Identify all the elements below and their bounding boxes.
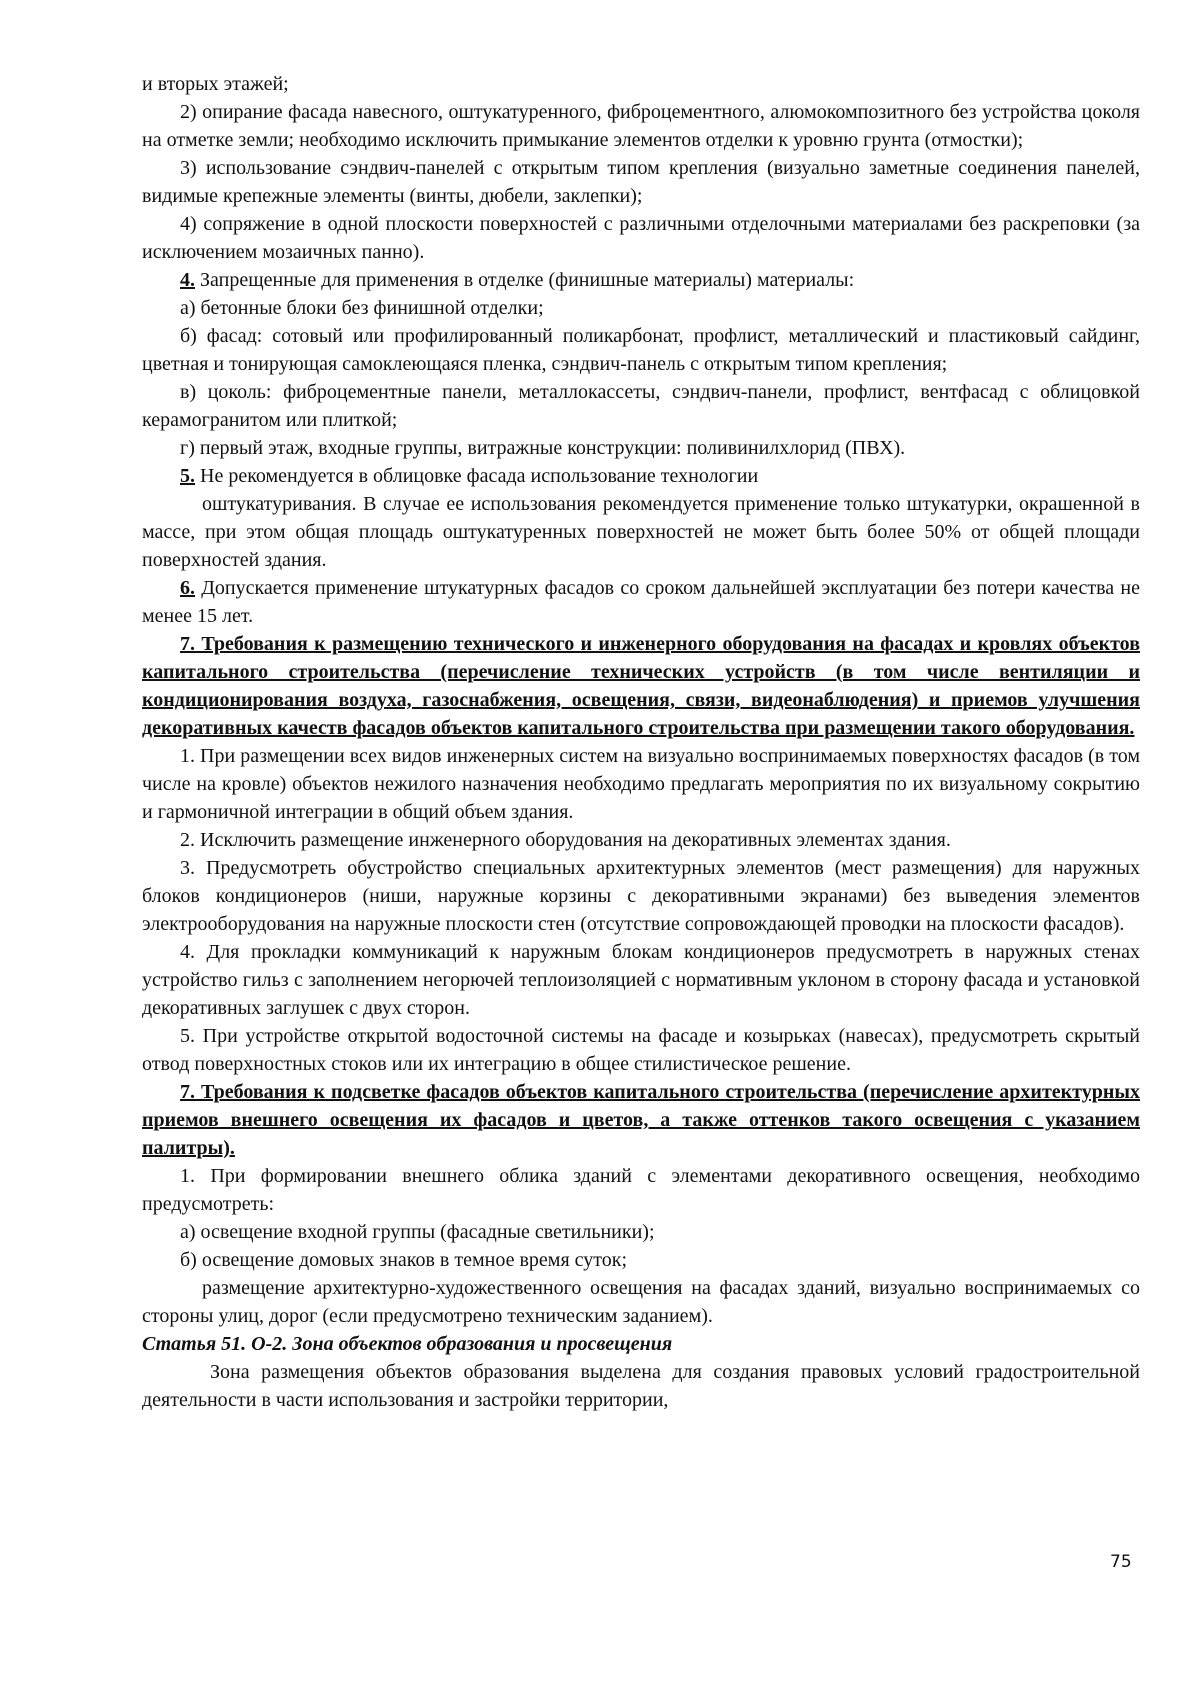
paragraph: 1. При формировании внешнего облика зданий с элементами декоративного освещения, необходимо предусмотреть: (142, 1165, 1140, 1215)
paragraph: Зона размещения объектов образования выделена для создания правовых условий градостроительной деятельности в части использования и застройки территории, (142, 1361, 1140, 1411)
paragraph: 2) опирание фасада навесного, оштукатуренного, фиброцементного, алюмокомпозитного без устройства цоколя на отметке земли; необходимо исключить примыкание элементов отделки к уровню грунта (отмостки); (142, 101, 1140, 151)
paragraph: 4) сопряжение в одной плоскости поверхностей с различными отделочными материалами без раскреповки (за исключением мозаичных панно). (142, 213, 1140, 263)
paragraph: г) первый этаж, входные группы, витражные конструкции: поливинилхлорид (ПВХ). (180, 437, 906, 459)
paragraph: 3) использование сэндвич-панелей с открытым типом крепления (визуально заметные соединения панелей, видимые крепежные элементы (винты, дюбели, заклепки); (142, 157, 1140, 207)
item-number: 4. (180, 269, 195, 291)
paragraph-text: Запрещенные для применения в отделке (финишные материалы) материалы: (195, 269, 855, 291)
article-title: Статья 51. О-2. Зона объектов образования и просвещения (142, 1333, 673, 1355)
paragraph: а) освещение входной группы (фасадные светильники); (180, 1221, 655, 1243)
paragraph: в) цоколь: фиброцементные панели, металлокассеты, сэндвич-панели, профлист, вентфасад с облицовкой керамогранитом или плиткой; (142, 381, 1140, 431)
paragraph: 1. При размещении всех видов инженерных систем на визуально воспринимаемых поверхностях фасадов (в том числе на кровле) объектов нежилого назначения необходимо предлагать мероприятия по их визуальному сокрытию и гармоничной интеграции в общий объем здания. (142, 745, 1140, 823)
paragraph: размещение архитектурно-художественного освещения на фасадах зданий, визуально воспринимаемых со стороны улиц, дорог (если предусмотрено техническим заданием). (142, 1277, 1140, 1327)
page-number: 75 (1110, 1552, 1132, 1572)
paragraph: б) фасад: сотовый или профилированный поликарбонат, профлист, металлический и пластиковый сайдинг, цветная и тонирующая самоклеющаяся пленка, сэндвич-панель с открытым типом крепления; (142, 325, 1140, 375)
paragraph: б) освещение домовых знаков в темное время суток; (180, 1249, 628, 1271)
paragraph (142, 462, 1140, 490)
paragraph-text: Не рекомендуется в облицовке фасада использование технологии (195, 465, 759, 487)
paragraph (142, 574, 1140, 630)
paragraph: и вторых этажей; (142, 73, 289, 95)
paragraph: оштукатуривания. В случае ее использования рекомендуется применение только штукатурки, окрашенной в массе, при этом общая площадь оштукатуренных поверхностей не может быть более 50% от общей площади поверхностей здания. (142, 493, 1140, 571)
paragraph: 3. Предусмотреть обустройство специальных архитектурных элементов (мест размещения) для наружных блоков кондиционеров (ниши, наружные корзины с декоративными экранами) без выведения элементов электрооборудования на наружные плоскости стен (отсутствие сопровождающей проводки на плоскости фасадов). (142, 857, 1140, 935)
section-heading: 7. Требования к подсветке фасадов объектов капитального строительства (перечисление архитектурных приемов внешнего освещения их фасадов и цветов, а также оттенков такого освещения с указанием палитры). (142, 1081, 1140, 1159)
item-number: 5. (180, 465, 195, 487)
paragraph: 5. При устройстве открытой водосточной системы на фасаде и козырьках (навесах), предусмотреть скрытый отвод поверхностных стоков или их интеграцию в общее стилистическое решение. (142, 1025, 1140, 1075)
paragraph: 2. Исключить размещение инженерного оборудования на декоративных элементах здания. (180, 829, 951, 851)
paragraph (142, 266, 1140, 294)
paragraph: 4. Для прокладки коммуникаций к наружным блокам кондиционеров предусмотреть в наружных стенах устройство гильз с заполнением негорючей теплоизоляцией с нормативным уклоном в сторону фасада и установкой декоративных заглушек с двух сторон. (142, 941, 1140, 1019)
item-number: 6. (180, 577, 195, 599)
section-heading: 7. Требования к размещению технического и инженерного оборудования на фасадах и кровлях объектов капитального строительства (перечисление технических устройств (в том числе вентиляции и кондиционирования воздуха, газоснабжения, освещения, связи, видеонаблюдения) и приемов улучшения декоративных качеств фасадов объектов капитального строительства при размещении такого оборудования. (142, 633, 1140, 739)
paragraph-text: Допускается применение штукатурных фасадов со сроком дальнейшей эксплуатации без потери качества не менее 15 лет. (142, 577, 1140, 627)
paragraph: а) бетонные блоки без финишной отделки; (180, 297, 544, 319)
document-body (142, 70, 1140, 1414)
